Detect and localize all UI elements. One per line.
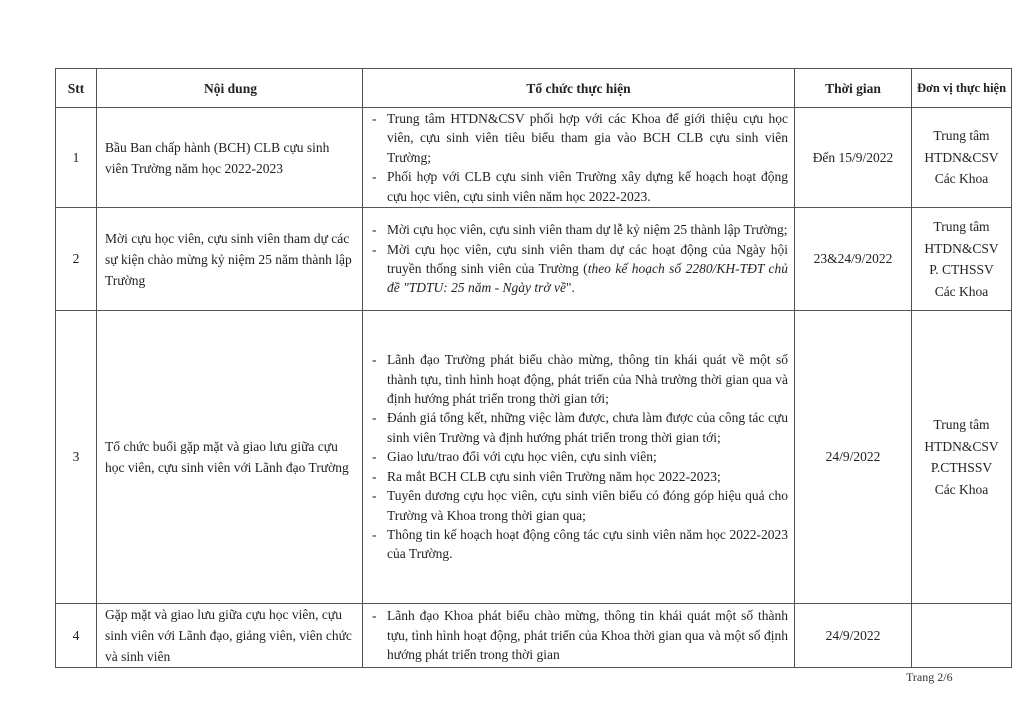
- cell-don-vi: [912, 604, 1012, 668]
- list-item: [369, 240, 788, 298]
- header-thoi-gian: Thời gian: [795, 69, 912, 108]
- header-to-chuc: Tổ chức thực hiện: [363, 69, 795, 108]
- table-header-row: [56, 69, 1012, 108]
- cell-noi-dung: Gặp mặt và giao lưu giữa cựu học viên, cựu sinh viên với Lãnh đạo, giảng viên, viên chức và sinh viên: [97, 604, 363, 668]
- plain-text: ".: [565, 280, 575, 296]
- list-item: - Đánh giá tổng kết, những việc làm được, chưa làm được của công tác cựu sinh viên Trường và định hướng phát triển trong thời gian tới;: [369, 408, 788, 447]
- cell-don-vi: [912, 311, 1012, 604]
- cell-don-vi: [912, 208, 1012, 311]
- unit-name: P. CTHSSV: [929, 262, 994, 277]
- cell-noi-dung: Bầu Ban chấp hành (BCH) CLB cựu sinh viên Trường năm học 2022-2023: [97, 108, 363, 208]
- unit-name: Trung tâm: [933, 417, 990, 432]
- table-row: [56, 604, 1012, 668]
- plain-text: Mời cựu học viên, cựu sinh viên tham dự các hoạt động của Ngày hội truyền thống sinh viên của Trường (: [387, 241, 788, 276]
- task-list: [369, 220, 788, 298]
- unit-name: Các Khoa: [934, 283, 989, 299]
- cell-thoi-gian: 24/9/2022: [795, 311, 912, 604]
- page-number: Trang 2/6: [906, 670, 953, 684]
- cell-noi-dung: Mời cựu học viên, cựu sinh viên tham dự các sự kiện chào mừng kỷ niệm 25 năm thành lập Trường: [97, 208, 363, 311]
- unit-name: HTDN&CSV: [924, 438, 999, 454]
- cell-stt: 2: [56, 208, 97, 311]
- header-don-vi: Đơn vị thực hiện: [912, 69, 1012, 108]
- cell-stt: 3: [56, 311, 97, 604]
- table-row: [56, 208, 1012, 311]
- cell-to-chuc: [363, 311, 795, 604]
- cell-stt: 1: [56, 108, 97, 208]
- cell-to-chuc: [363, 208, 795, 311]
- table-row: [56, 108, 1012, 208]
- task-list: [369, 606, 788, 664]
- unit-name: Trung tâm: [933, 128, 990, 144]
- task-list: [369, 109, 788, 206]
- list-item: - Trung tâm HTDN&CSV phối hợp với các Khoa để giới thiệu cựu học viên, cựu sinh viên tiêu biểu tham gia vào BCH CLB cựu sinh viên Trường;: [369, 109, 788, 167]
- unit-name: P.CTHSSV: [930, 460, 993, 475]
- list-item: - Ra mắt BCH CLB cựu sinh viên Trường năm học 2022-2023;: [369, 467, 788, 486]
- list-item: - Thông tin kế hoạch hoạt động công tác cựu sinh viên năm học 2022-2023 của Trường.: [369, 525, 788, 564]
- task-list: [369, 350, 788, 563]
- cell-thoi-gian: 23&24/9/2022: [795, 208, 912, 311]
- list-item: - Phối hợp với CLB cựu sinh viên Trường xây dựng kế hoạch hoạt động cựu học viên, cựu sinh viên năm học 2022-2023.: [369, 167, 788, 206]
- unit-name: Các Khoa: [934, 171, 989, 187]
- activity-plan-table: [55, 68, 1012, 668]
- cell-to-chuc: [363, 108, 795, 208]
- cell-to-chuc: [363, 604, 795, 668]
- list-item: - Mời cựu học viên, cựu sinh viên tham dự lễ kỷ niệm 25 thành lập Trường;: [369, 220, 788, 239]
- list-item: - Lãnh đạo Khoa phát biểu chào mừng, thông tin khái quát một số thành tựu, tình hình hoạt động, phát triển của Khoa thời gian qua và một số định hướng phát triển trong thời gian: [369, 606, 788, 664]
- list-item: - Lãnh đạo Trường phát biểu chào mừng, thông tin khái quát về một số thành tựu, tình hình hoạt động, phát triển của Nhà trường thời gian qua và định hướng phát triển trong thời gian tới;: [369, 350, 788, 408]
- unit-name: HTDN&CSV: [924, 240, 999, 256]
- unit-name: Các Khoa: [934, 481, 989, 497]
- cell-don-vi: [912, 108, 1012, 208]
- header-stt: Stt: [56, 69, 97, 108]
- cell-thoi-gian: 24/9/2022: [795, 604, 912, 668]
- unit-name: Trung tâm: [933, 219, 990, 234]
- cell-stt: 4: [56, 604, 97, 668]
- list-item: - Giao lưu/trao đổi với cựu học viên, cựu sinh viên;: [369, 447, 788, 466]
- table-row: [56, 311, 1012, 604]
- cell-thoi-gian: Đến 15/9/2022: [795, 108, 912, 208]
- cell-noi-dung: Tổ chức buổi gặp mặt và giao lưu giữa cựu học viên, cựu sinh viên với Lãnh đạo Trường: [97, 311, 363, 604]
- list-item: - Tuyên dương cựu học viên, cựu sinh viên biểu có đóng góp hiệu quả cho Trường và Khoa trong thời gian qua;: [369, 486, 788, 525]
- italic-reference: theo kế hoạch số 2280/KH-TĐT chủ đề "TDTU: 25 năm - Ngày trở về: [387, 261, 788, 296]
- unit-name: HTDN&CSV: [924, 149, 999, 165]
- header-noi-dung: Nội dung: [97, 69, 363, 108]
